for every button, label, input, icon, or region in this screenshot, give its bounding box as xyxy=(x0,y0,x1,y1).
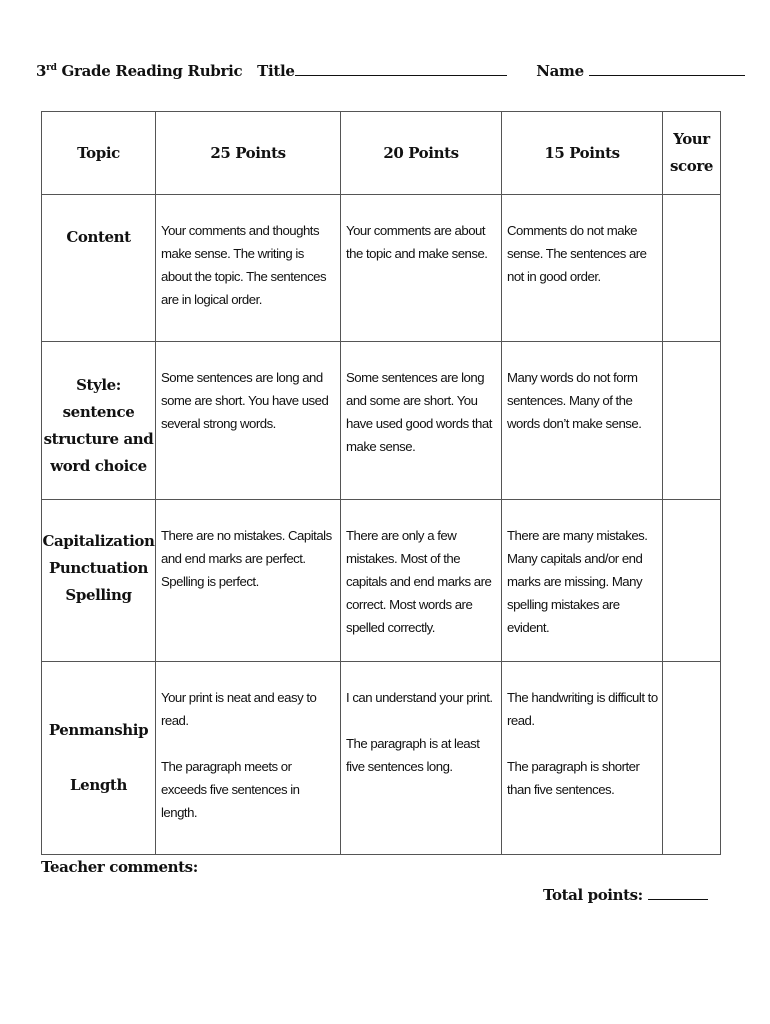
cell-text: There are no mistakes. Capitals and end marks are perfect. Spelling is perfect. xyxy=(161,528,332,589)
grade-superscript: rd xyxy=(46,63,57,73)
topic-label: word choice xyxy=(50,457,147,475)
topic-label: sentence xyxy=(62,403,135,421)
total-points-blank-field[interactable] xyxy=(648,887,708,900)
your-score-line2: score xyxy=(669,157,714,175)
column-header-topic: Topic xyxy=(42,112,156,195)
topic-label: Style: xyxy=(76,376,121,394)
topic-capitalization xyxy=(42,500,156,662)
cell-text: There are many mistakes. Many capitals and/or end marks are missing. Many spelling mistakes are evident. xyxy=(507,528,648,635)
topic-label: Penmanship xyxy=(48,721,149,739)
cell-content-20 xyxy=(341,195,502,342)
cell-text: The paragraph is shorter than five sentences. xyxy=(507,759,640,797)
title-blank-field[interactable] xyxy=(295,63,507,76)
score-cell-style[interactable] xyxy=(663,342,721,500)
cell-text: Comments do not make sense. The sentences are not in good order. xyxy=(507,223,647,284)
cell-text: Some sentences are long and some are short. You have used good words that make sense. xyxy=(346,370,492,454)
topic-content xyxy=(42,195,156,342)
cell-text: The paragraph meets or exceeds five sentences in length. xyxy=(161,759,300,820)
grade-number: 3 xyxy=(36,62,47,80)
rubric-title: Grade Reading Rubric xyxy=(61,62,243,80)
cell-text: The handwriting is difficult to read. xyxy=(507,690,658,728)
column-header-25-points: 25 Points xyxy=(156,112,341,195)
score-cell-content[interactable] xyxy=(663,195,721,342)
cell-style-25 xyxy=(156,342,341,500)
table-row xyxy=(42,195,721,342)
topic-label: Length xyxy=(70,776,127,794)
cell-capitalization-20 xyxy=(341,500,502,662)
topic-style xyxy=(42,342,156,500)
topic-label: Content xyxy=(66,228,131,246)
cell-style-20 xyxy=(341,342,502,500)
cell-penmanship-25 xyxy=(156,662,341,855)
rubric-table xyxy=(41,111,721,855)
topic-penmanship xyxy=(42,662,156,855)
column-header-15-points: 15 Points xyxy=(502,112,663,195)
cell-penmanship-20 xyxy=(341,662,502,855)
topic-label: structure and xyxy=(43,430,154,448)
cell-text: There are only a few mistakes. Most of the capitals and end marks are correct. Most words are spelled correctly. xyxy=(346,528,492,635)
teacher-comments-label: Teacher comments: xyxy=(41,858,198,876)
title-label: Title xyxy=(257,62,295,80)
table-row xyxy=(42,500,721,662)
table-row xyxy=(42,662,721,855)
name-label: Name xyxy=(536,62,584,80)
cell-text: Your comments are about the topic and make sense. xyxy=(346,223,488,261)
rubric-header xyxy=(36,62,736,80)
cell-text: I can understand your print. xyxy=(346,690,493,705)
cell-text: Many words do not form sentences. Many of the words don’t make sense. xyxy=(507,370,642,431)
topic-label: Spelling xyxy=(65,586,132,604)
score-cell-penmanship[interactable] xyxy=(663,662,721,855)
name-blank-field[interactable] xyxy=(589,63,745,76)
column-header-20-points: 20 Points xyxy=(341,112,502,195)
cell-text: Some sentences are long and some are short. You have used several strong words. xyxy=(161,370,329,431)
table-row xyxy=(42,342,721,500)
topic-label: Capitalization xyxy=(42,532,155,550)
total-points xyxy=(543,886,708,904)
cell-text: Your comments and thoughts make sense. The writing is about the topic. The sentences are in logical order. xyxy=(161,223,327,307)
cell-text: The paragraph is at least five sentences long. xyxy=(346,736,480,774)
cell-content-15 xyxy=(502,195,663,342)
score-cell-capitalization[interactable] xyxy=(663,500,721,662)
table-header-row xyxy=(42,112,721,195)
cell-content-25 xyxy=(156,195,341,342)
topic-label: Punctuation xyxy=(49,559,148,577)
cell-capitalization-15 xyxy=(502,500,663,662)
cell-text: Your print is neat and easy to read. xyxy=(161,690,317,728)
cell-penmanship-15 xyxy=(502,662,663,855)
cell-capitalization-25 xyxy=(156,500,341,662)
cell-style-15 xyxy=(502,342,663,500)
your-score-line1: Your xyxy=(673,130,710,148)
total-points-label: Total points: xyxy=(543,886,643,904)
column-header-your-score xyxy=(663,112,721,195)
